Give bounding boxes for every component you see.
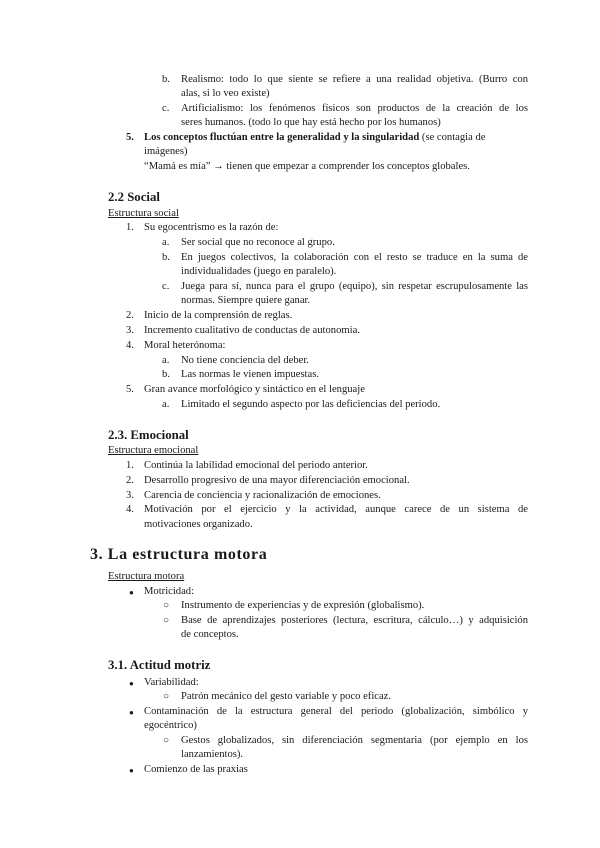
list-marker: 4. — [126, 340, 134, 351]
list-item-text: Contaminación de la estructura general del periodo (globalización, simbólico y — [144, 706, 528, 717]
list-item-text: En juegos colectivos, la colaboración con el resto se traduce en la suma de — [181, 252, 528, 263]
bullet-icon: ● — [129, 766, 134, 775]
list-item-text: Las normas le vienen impuestas. — [181, 369, 319, 380]
list-item-text: Patrón mecánico del gesto variable y poco eficaz. — [181, 691, 392, 702]
list-item-text: Gran avance morfológico y sintáctico en el lenguaje — [144, 384, 365, 395]
list-item-text: Ser social que no reconoce al grupo. — [181, 237, 335, 248]
section-heading: 2.2 Social — [108, 190, 160, 204]
list-marker: 3. — [126, 490, 134, 501]
list-item-text: Su egocentrismo es la razón de: — [144, 222, 279, 233]
list-item-text: Motivación por el ejercicio y la actividad, aunque carece de un sistema de — [144, 504, 528, 515]
list-item-text: de conceptos. — [181, 629, 239, 640]
list-item-text: Gestos globalizados, sin diferenciación segmentaria (por ejemplo en los — [181, 735, 528, 746]
list-item-text: motivaciones organizado. — [144, 519, 253, 530]
list-marker: 1. — [126, 460, 134, 471]
list-marker: b. — [162, 252, 170, 263]
bullet-icon: ● — [129, 588, 134, 597]
list-item-text — [144, 131, 528, 146]
list-item-text: Comienzo de las praxias — [144, 764, 248, 775]
list-item-text: Variabilidad: — [144, 677, 199, 688]
list-marker: 2. — [126, 475, 134, 486]
circle-bullet-icon: ○ — [163, 691, 170, 702]
list-marker: b. — [162, 74, 170, 85]
list-item-text: Juega para sí, nunca para el grupo (equipo), sin respetar escrupulosamente las — [181, 281, 528, 292]
list-marker: b. — [162, 369, 170, 380]
bold-text: Los conceptos fluctúan entre la generalidad y la singularidad — [144, 132, 420, 143]
section-heading: 3.1. Actitud motriz — [108, 658, 211, 672]
list-marker: c. — [162, 281, 170, 292]
circle-bullet-icon: ○ — [163, 735, 170, 746]
section-heading: 2.3. Emocional — [108, 428, 189, 442]
list-item-text: individualidades (juego en paralelo). — [181, 266, 337, 277]
list-item-text: “Mamá es mía” → tienen que empezar a comprender los conceptos globales. — [144, 161, 470, 172]
circle-bullet-icon: ○ — [163, 600, 170, 611]
list-item-text: Continúa la labilidad emocional del periodo anterior. — [144, 460, 368, 471]
list-marker: 5. — [126, 132, 134, 143]
list-item-text: Incremento cualitativo de conductas de autonomía. — [144, 325, 360, 336]
list-item-text: lanzamientos). — [181, 749, 244, 760]
list-item-text: normas. Siempre quiere ganar. — [181, 295, 311, 306]
subheading: Estructura emocional — [108, 445, 199, 456]
bullet-icon: ● — [129, 708, 134, 717]
subheading: Estructura motora — [108, 571, 185, 582]
list-marker: c. — [162, 103, 170, 114]
list-item-text: Inicio de la comprensión de reglas. — [144, 310, 293, 321]
list-marker: 2. — [126, 310, 134, 321]
list-marker: 3. — [126, 325, 134, 336]
subheading: Estructura social — [108, 208, 179, 219]
list-item-text: Desarrollo progresivo de una mayor diferenciación emocional. — [144, 475, 410, 486]
list-item-text: Moral heterónoma: — [144, 340, 226, 351]
list-marker: a. — [162, 237, 170, 248]
list-marker: a. — [162, 355, 170, 366]
list-item-text: seres humanos. (todo lo que hay está hecho por los humanos) — [181, 117, 441, 128]
list-item-text: Instrumento de experiencias y de expresión (globalismo). — [181, 600, 425, 611]
list-marker: 1. — [126, 222, 134, 233]
list-item-text: Limitado el segundo aspecto por las deficiencias del periodo. — [181, 399, 441, 410]
list-item-text: egocéntrico) — [144, 720, 197, 731]
list-item-text: No tiene conciencia del deber. — [181, 355, 309, 366]
list-marker: a. — [162, 399, 170, 410]
list-item-text: Carencia de conciencia y racionalización de emociones. — [144, 490, 381, 501]
bullet-icon: ● — [129, 679, 134, 688]
list-item-text: Realismo: todo lo que siente se refiere a una realidad objetiva. (Burro con — [181, 74, 528, 85]
circle-bullet-icon: ○ — [163, 615, 170, 626]
list-item-text: Artificialismo: los fenómenos físicos son productos de la creación de los — [181, 103, 528, 114]
list-item-text: imágenes) — [144, 146, 188, 157]
list-item-text: Base de aprendizajes posteriores (lectura, escritura, cálculo…) y adquisición — [181, 615, 528, 626]
list-item-text: alas, si lo veo existe) — [181, 88, 270, 99]
list-item-text: Motricidad: — [144, 586, 195, 597]
list-marker: 5. — [126, 384, 134, 395]
chapter-heading: 3. La estructura motora — [90, 546, 268, 563]
plain-text: (se contagia de — [419, 132, 486, 143]
list-marker: 4. — [126, 504, 134, 515]
